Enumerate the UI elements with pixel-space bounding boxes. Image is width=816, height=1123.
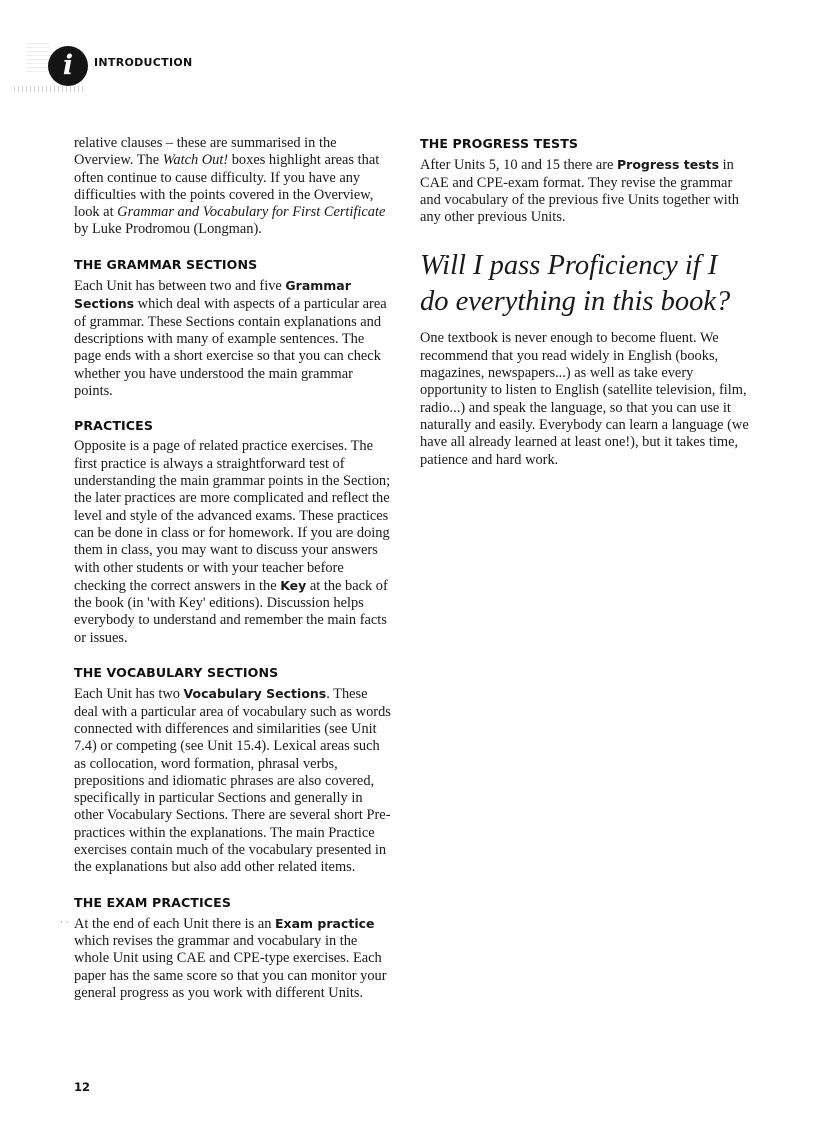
text: Each Unit has between two and five — [74, 278, 286, 295]
progress-tests — [420, 135, 750, 226]
emphasis: Watch Out! — [162, 152, 229, 169]
text: in CAE and CPE-exam format. They revise the grammar and vocabulary of the previous five Units together with any other previous Units. — [420, 157, 739, 226]
page-number: 12 — [74, 1080, 91, 1094]
pass-heading: Will I pass Proficiency if I do everything in this book? — [420, 250, 731, 318]
paragraph — [74, 915, 394, 1002]
bold-term: Grammar Sections — [74, 278, 351, 312]
paragraph — [74, 438, 394, 647]
text: boxes highlight areas that often continue to cause difficulty. If you have any difficulties with the points covered in the Overview, look at — [74, 152, 380, 221]
intro-continued — [74, 135, 394, 239]
text: at the back of the book (in 'with Key' editions). Discussion helps everybody to understand and remember the main facts or issues. — [74, 577, 388, 646]
bold-term: Key — [280, 577, 307, 593]
text: . These deal with a particular area of vocabulary such as words connected with differences and similarities (see Unit 7.4) or competing (see Unit 15.4). Lexical areas such as collocation, word formation, phrasal verbs, prepositions and idiomatic phrases are also covered, specifically in particular Sections and generally in other Vocabulary Sections. There are several short Pre-practices within the explanations. The main Practice exercises contain much of the vocabulary presented in the explanations but also add other related items. — [74, 686, 391, 876]
grammar-sections — [74, 256, 394, 400]
right-column — [420, 135, 750, 486]
text: Each Unit has two — [74, 686, 184, 703]
exam-heading: THE EXAM PRACTICES — [74, 894, 232, 910]
text: After Units 5, 10 and 15 there are — [420, 157, 618, 174]
text: relative clauses – these are summarised in the Overview. The — [74, 135, 337, 169]
section-title: INTRODUCTION — [94, 56, 193, 69]
practices-heading: PRACTICES — [74, 418, 154, 434]
info-icon: i — [48, 46, 88, 86]
badge-texture — [26, 42, 50, 72]
text: which deal with aspects of a particular area of grammar. These Sections contain explanations and descriptions with many of example sentences. The page ends with a short exercise so that you can check whether you have understood the main grammar points. — [74, 296, 387, 399]
left-column — [74, 135, 394, 1019]
section-header — [14, 40, 314, 96]
scan-mark: · · — [60, 918, 69, 928]
progress-heading: THE PROGRESS TESTS — [420, 136, 579, 151]
text: which revises the grammar and vocabulary in the whole Unit using CAE and CPE-type exercises. Each paper has the same score so that you can monitor your general progress as you work with different Units. — [74, 933, 387, 1002]
bold-term: Exam practice — [275, 915, 375, 931]
text: At the end of each Unit there is an — [74, 915, 275, 932]
grammar-heading: THE GRAMMAR SECTIONS — [74, 256, 258, 272]
pass-proficiency — [420, 248, 750, 468]
practices-section — [74, 417, 394, 647]
bold-term: Progress tests — [617, 157, 720, 173]
badge-texture — [14, 86, 86, 92]
paragraph — [74, 685, 394, 876]
paragraph — [420, 156, 750, 226]
vocabulary-heading: THE VOCABULARY SECTIONS — [74, 665, 279, 681]
text: by Luke Prodromou (Longman). — [74, 221, 262, 238]
vocabulary-sections — [74, 664, 394, 877]
paragraph — [74, 135, 394, 239]
exam-practices — [74, 894, 394, 1003]
book-title: Grammar and Vocabulary for First Certificate — [117, 204, 386, 221]
paragraph — [74, 277, 394, 400]
paragraph: One textbook is never enough to become fluent. We recommend that you read widely in English (books, magazines, newspapers...) as well as take every opportunity to listen to English (satellite television, film, radio...) and speak the language, so that you can use it naturally and easily. Everybody can learn a language (we have all already learned at least one!), but it takes time, patience and hard work. — [420, 330, 749, 468]
text: Opposite is a page of related practice exercises. The first practice is always a straightforward test of understanding the main grammar points in the Section; the later practices are more complicated and reflect the level and style of the advanced exams. These practices can be done in class or for homework. If you are doing them in class, you may want to discuss your answers with other students or with your teacher before checking the correct answers in the — [74, 438, 391, 594]
bold-term: Vocabulary Sections — [183, 686, 327, 702]
